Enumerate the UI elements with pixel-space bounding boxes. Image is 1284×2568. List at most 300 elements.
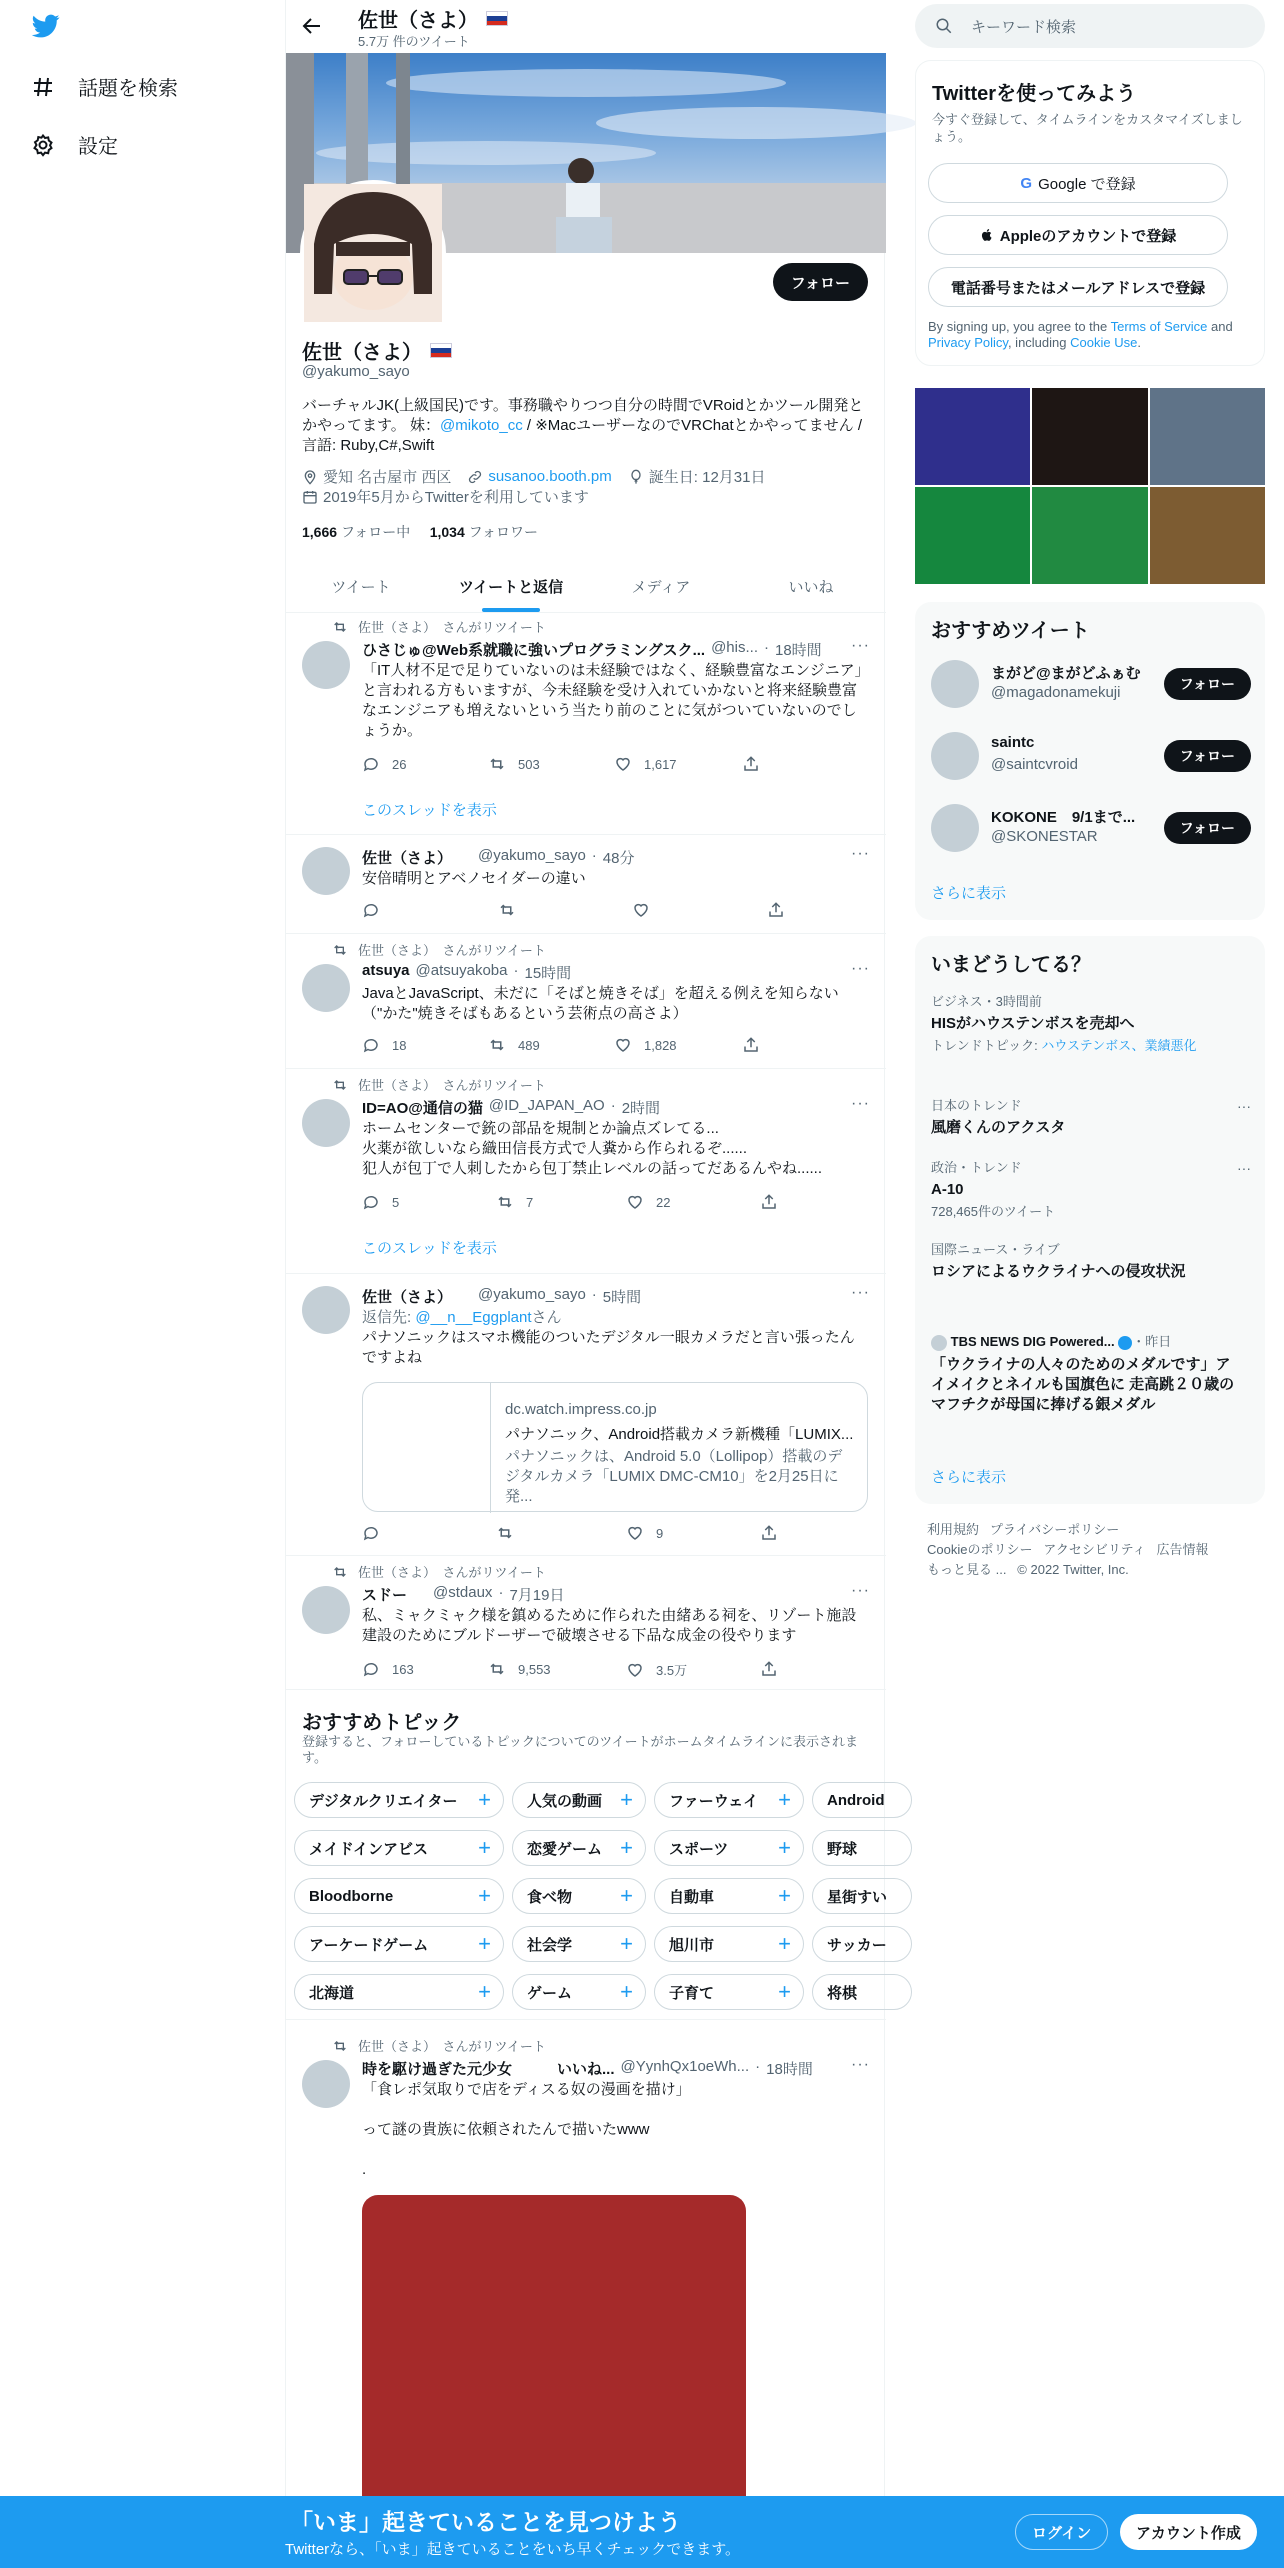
like-count: 22: [656, 1194, 671, 1210]
tweet-text-line: ホームセンターで銃の部品を規制とか論点ズレてる...: [362, 1120, 719, 1137]
footer-link[interactable]: Cookieのポリシー: [927, 1542, 1033, 1557]
topic-chip[interactable]: [654, 1878, 804, 1914]
author-name[interactable]: ID=AO@通信の猫: [362, 1100, 483, 1117]
like-button[interactable]: [614, 755, 677, 773]
nav-settings[interactable]: [30, 130, 118, 159]
topic-chip[interactable]: [512, 1830, 646, 1866]
nav-explore-label: 話題を検索: [78, 78, 178, 100]
plus-icon[interactable]: +: [778, 1787, 791, 1812]
tweet-text-line: .: [362, 2161, 367, 2178]
trends-panel: [915, 936, 1265, 1504]
avatar[interactable]: [302, 641, 350, 689]
retweet-indicator: [332, 1562, 546, 1581]
trend-source-time: ・昨日: [1132, 1334, 1172, 1349]
user-name: saintc: [991, 734, 1035, 751]
phone-email-signup-button[interactable]: 電話番号またはメールアドレスで登録: [928, 267, 1228, 307]
media-thumb[interactable]: [915, 388, 1030, 485]
share-button[interactable]: [742, 1036, 760, 1054]
recommended-topics: [286, 1690, 886, 2020]
share-button[interactable]: [760, 1524, 778, 1542]
trend-title: 「ウクライナの人々のためのメダルです」アイメイクとネイルも国旗色に 走高跳２０歳のマフチクが母国に捧げる銀メダル: [931, 1355, 1235, 1413]
website-link[interactable]: susanoo.booth.pm: [488, 468, 612, 485]
plus-icon[interactable]: +: [778, 1979, 791, 2004]
avatar[interactable]: [302, 2060, 350, 2108]
more-icon[interactable]: ···: [851, 845, 870, 862]
topic-label: アーケードゲーム: [309, 1936, 429, 1954]
following-label: フォロー中: [340, 524, 411, 540]
plus-icon[interactable]: +: [620, 1835, 633, 1860]
plus-icon[interactable]: +: [778, 1835, 791, 1860]
more-icon[interactable]: ···: [851, 1582, 870, 1599]
plus-icon[interactable]: +: [478, 1931, 491, 1956]
heart-icon: [626, 1193, 644, 1211]
reply-icon: [362, 1036, 380, 1054]
google-signup-button[interactable]: [928, 163, 1228, 203]
tweet-time[interactable]: 48分: [602, 850, 635, 867]
retweet-indicator: [332, 940, 546, 959]
google-signup-label: Google で登録: [1038, 175, 1136, 193]
topic-label: 社会学: [527, 1936, 573, 1954]
tweet-time[interactable]: 7月19日: [509, 1587, 565, 1604]
calendar-icon: [302, 489, 318, 505]
share-icon: [742, 1036, 760, 1054]
topic-chip[interactable]: [812, 1926, 912, 1962]
plus-icon[interactable]: +: [778, 1883, 791, 1908]
tweet-count: 5.7万 件のツイート: [358, 34, 470, 49]
more-icon[interactable]: ···: [1237, 1160, 1251, 1176]
privacy-policy-link[interactable]: Privacy Policy: [928, 335, 1008, 350]
topic-label: ゲーム: [527, 1984, 573, 2002]
author-handle: @YynhQx1oeWh...: [620, 2058, 750, 2075]
follow-button[interactable]: フォロー: [1164, 740, 1251, 772]
topic-label: 子育て: [669, 1984, 715, 2002]
plus-icon[interactable]: +: [620, 1931, 633, 1956]
bio-text: かやってます。 妹：: [302, 417, 440, 434]
reply-button[interactable]: [362, 755, 406, 773]
more-icon[interactable]: ···: [851, 1284, 870, 1301]
like-count: 3.5万: [656, 1663, 688, 1678]
following-count[interactable]: [302, 524, 410, 540]
topic-label: 星街すい: [827, 1888, 888, 1906]
retweet-button[interactable]: [488, 755, 540, 773]
tweet-text: 私、ミャクミャク様を鎮めるために作られた由緒ある祠を、リゾート施設建設のためにブルドーザーで破壊させる下品な成金の役やります: [362, 1607, 857, 1644]
topic-label: スポーツ: [669, 1840, 729, 1858]
tweet-time[interactable]: 18時間: [766, 2061, 813, 2078]
author-name[interactable]: 佐世（さよ）: [362, 850, 453, 867]
trend-category: 政治・トレンド: [931, 1160, 1022, 1175]
retweet-icon: [332, 1077, 348, 1093]
plus-icon[interactable]: +: [478, 1787, 491, 1812]
location: [302, 466, 451, 487]
reply-count: 5: [392, 1194, 400, 1210]
location-pin-icon: [302, 469, 318, 485]
retweet-icon: [332, 942, 348, 958]
topic-chip[interactable]: [294, 1974, 504, 2010]
topic-label: 北海道: [309, 1984, 355, 2002]
tweet-text: パナソニックはスマホ機能のついたデジタル一眼カメラだと言い張ったんですよね: [362, 1329, 855, 1366]
avatar[interactable]: [931, 804, 979, 852]
trend-item[interactable]: [931, 1242, 1241, 1282]
topic-label: 将棋: [827, 1984, 858, 2002]
trend-source: [931, 1334, 1241, 1351]
location-text: 愛知 名古屋市 西区: [323, 469, 452, 486]
tab-tweets[interactable]: ツイート: [331, 578, 391, 596]
link-card-description: パナソニックは、Android 5.0（Lollipop）搭載のデジタルカメラ「LUMIX DMC-CM10」を2月25日に発...: [505, 1448, 843, 1505]
reply-count: 163: [392, 1661, 414, 1677]
follow-button[interactable]: フォロー: [1164, 812, 1251, 844]
tweet-time[interactable]: 15時間: [524, 965, 572, 982]
share-icon: [760, 1660, 778, 1678]
topics-subtitle: 登録すると、フォローしているトピックについてのツイートがホームタイムラインに表示されます。: [302, 1734, 859, 1765]
heart-icon: [614, 1036, 632, 1054]
show-thread-link[interactable]: このスレッドを表示: [362, 1240, 497, 1257]
media-thumb[interactable]: [1150, 487, 1265, 584]
media-thumb[interactable]: [1032, 388, 1147, 485]
retweet-icon: [332, 2038, 348, 2054]
share-icon: [760, 1193, 778, 1211]
reply-icon: [362, 1193, 380, 1211]
signup-subtitle: 今すぐ登録して、タイムラインをカスタマイズしましょう。: [932, 112, 1243, 144]
retweet-text: 佐世（さよ） さんがリツイート: [358, 1565, 546, 1580]
heart-icon: [626, 1661, 644, 1679]
more-icon[interactable]: ···: [851, 1095, 870, 1112]
share-button[interactable]: [760, 1193, 778, 1211]
user-name: まがど@まがどふぁむ: [991, 665, 1141, 682]
twitter-logo-icon[interactable]: [30, 12, 66, 44]
author-name[interactable]: 佐世（さよ）: [362, 1289, 453, 1306]
tweet[interactable]: [286, 613, 886, 835]
apple-signup-button[interactable]: [928, 215, 1228, 255]
russia-flag-icon: [430, 343, 452, 358]
trend-item[interactable]: [931, 1334, 1241, 1415]
footer-link[interactable]: 利用規約: [927, 1522, 980, 1537]
topic-chip[interactable]: [812, 1782, 912, 1818]
topic-label: ファーウェイ: [669, 1792, 759, 1810]
retweet-count: 7: [526, 1194, 534, 1210]
reply-button[interactable]: [362, 1036, 406, 1054]
user-handle: @saintcvroid: [991, 756, 1078, 773]
trend-source-name: TBS NEWS DIG Powered...: [950, 1334, 1115, 1349]
share-icon: [767, 901, 785, 919]
plus-icon[interactable]: +: [478, 1835, 491, 1860]
reply-to-suffix: さん: [531, 1309, 562, 1326]
topic-chip[interactable]: [512, 1926, 646, 1962]
gear-icon: [30, 132, 56, 158]
reply-button[interactable]: [362, 1660, 414, 1678]
topic-chip[interactable]: [654, 1830, 804, 1866]
apple-icon: [980, 227, 994, 243]
retweet-button[interactable]: [496, 1524, 514, 1542]
reply-button[interactable]: [362, 1524, 380, 1542]
recommended-user[interactable]: [931, 800, 1251, 856]
profile-tabs: [286, 560, 886, 613]
cookie-use-link[interactable]: Cookie Use: [1070, 335, 1138, 350]
profile-bio: [302, 396, 872, 456]
tweet-text-line: 犯人が包丁で人刺したから包丁禁止レベルの話ってだあるんやね......: [362, 1160, 823, 1177]
topic-label: Bloodborne: [309, 1887, 394, 1905]
link-icon: [467, 469, 483, 485]
topic-label: 食べ物: [527, 1888, 573, 1906]
tweet-text: 安倍晴明とアベノセイダーの違い: [362, 870, 586, 887]
show-thread-link[interactable]: このスレッドを表示: [362, 802, 497, 819]
like-count: 9: [656, 1525, 664, 1541]
show-more-link[interactable]: さらに表示: [931, 885, 1007, 902]
author-handle: @his...: [711, 639, 758, 656]
share-button[interactable]: [767, 901, 785, 919]
website[interactable]: [467, 468, 611, 485]
avatar[interactable]: [302, 1586, 350, 1634]
user-handle: @SKONESTAR: [991, 828, 1098, 845]
hashtag-icon: [30, 74, 56, 100]
apple-signup-label: Appleのアカウントで登録: [999, 227, 1177, 245]
follow-counts: [302, 522, 538, 542]
tweet-header: ID=AO@通信の猫 @ID_JAPAN_AO · 2時間: [362, 1097, 661, 1117]
footer-link[interactable]: 広告情報: [1156, 1542, 1209, 1557]
search-placeholder: キーワード検索: [971, 18, 1077, 36]
plus-icon[interactable]: +: [778, 1931, 791, 1956]
link-card-domain: dc.watch.impress.co.jp: [505, 1401, 657, 1418]
profile-name: [302, 336, 452, 365]
retweet-button[interactable]: [488, 1036, 540, 1054]
google-icon: G: [1020, 174, 1033, 192]
avatar[interactable]: [931, 660, 979, 708]
login-button[interactable]: ログイン: [1015, 2514, 1108, 2550]
reply-button[interactable]: [362, 901, 380, 919]
like-button[interactable]: [626, 1524, 663, 1542]
media-thumb[interactable]: [1150, 388, 1265, 485]
followers-num: 1,034: [429, 524, 465, 540]
trend-item[interactable]: [931, 1160, 1251, 1220]
topic-chip[interactable]: [294, 1926, 504, 1962]
author-name[interactable]: スドー: [362, 1587, 408, 1604]
signup-terms: [928, 319, 1248, 351]
avatar[interactable]: [931, 732, 979, 780]
trend-category: 日本のトレンド: [931, 1098, 1022, 1113]
tweet[interactable]: [286, 1556, 886, 1690]
profile-avatar[interactable]: [300, 180, 446, 326]
topic-label: 自動車: [669, 1888, 715, 1906]
footer-link[interactable]: プライバシーポリシー: [989, 1522, 1120, 1537]
topic-label: メイドインアビス: [309, 1840, 428, 1858]
reply-count: 26: [392, 756, 407, 772]
topic-chip[interactable]: [812, 1830, 912, 1866]
terms-text: By signing up, you agree to the: [928, 319, 1111, 334]
topic-label: 野球: [827, 1840, 858, 1858]
topic-chip[interactable]: [294, 1830, 504, 1866]
tweet[interactable]: [286, 1274, 886, 1556]
profile-handle: @yakumo_sayo: [302, 363, 410, 380]
retweet-indicator: [332, 1075, 546, 1094]
media-thumb[interactable]: [1032, 487, 1147, 584]
author-handle: @atsuyakoba: [415, 962, 508, 979]
profile-name-text: 佐世（さよ）: [302, 342, 422, 364]
tweet[interactable]: [286, 1069, 886, 1274]
like-button[interactable]: [626, 1660, 687, 1679]
tweet-text: JavaとJavaScript、未だに「そばと焼きそば」を超える例えを知らない（"かた"焼きそばもあるという芸術点の高さよ）: [362, 985, 839, 1022]
tweet[interactable]: [286, 934, 886, 1069]
avatar[interactable]: [302, 1099, 350, 1147]
follow-button[interactable]: フォロー: [773, 263, 868, 301]
user-handle: @magadonamekuji: [991, 684, 1121, 701]
like-count: 1,617: [644, 756, 677, 772]
tweet-header: 佐世（さよ） @yakumo_sayo · 5時間: [362, 1286, 642, 1306]
topic-chip[interactable]: [294, 1878, 504, 1914]
bottom-signup-bar: [0, 2496, 1284, 2568]
trend-category: 国際ニュース・ライブ: [931, 1242, 1060, 1257]
topic-chip[interactable]: [512, 1878, 646, 1914]
profile-topbar: [286, 0, 886, 53]
plus-icon[interactable]: +: [620, 1979, 633, 2004]
bio-text: / ※MacユーザーなのでVRChatとかやってません /: [522, 417, 862, 434]
sister-link[interactable]: @mikoto_cc: [439, 417, 523, 434]
tweet-time[interactable]: 5時間: [602, 1289, 642, 1306]
retweet-text: 佐世（さよ） さんがリツイート: [358, 2039, 546, 2054]
reply-to-handle[interactable]: @__n__Eggplant: [415, 1309, 532, 1326]
reply-to-label: 返信先:: [362, 1309, 416, 1326]
topic-chip[interactable]: [654, 1974, 804, 2010]
followers-label: フォロワー: [468, 524, 538, 540]
plus-icon[interactable]: +: [620, 1787, 633, 1812]
terms-of-service-link[interactable]: Terms of Service: [1110, 319, 1208, 334]
trend-meta: [931, 1038, 1241, 1054]
back-arrow-icon[interactable]: [300, 14, 326, 40]
retweet-button[interactable]: [496, 1193, 533, 1211]
trend-meta-label: トレンドトピック:: [931, 1038, 1042, 1053]
footer-link[interactable]: もっと見る ...: [927, 1562, 1007, 1577]
trend-item[interactable]: [931, 994, 1241, 1054]
tweet-header: 佐世（さよ） @yakumo_sayo · 48分: [362, 847, 635, 867]
recommended-user[interactable]: [931, 728, 1251, 784]
signup-title: Twitterを使ってみよう: [932, 83, 1137, 105]
topic-chip[interactable]: [654, 1926, 804, 1962]
tweet-header: atsuya @atsuyakoba · 15時間: [362, 962, 572, 982]
tweet-text-line: 火薬が欲しいなら織田信長方式で人糞から作られるぞ......: [362, 1140, 748, 1157]
like-count: 1,828: [644, 1037, 677, 1053]
tweet-time[interactable]: 18時間: [774, 642, 822, 659]
plus-icon[interactable]: +: [478, 1979, 491, 2004]
followers-count[interactable]: [430, 524, 538, 540]
retweet-button[interactable]: [488, 1660, 551, 1678]
share-icon: [742, 755, 760, 773]
tweet-text: 「IT人材不足で足りていないのは未経験ではなく、経験豊富なエンジニア」と言われる方もいますが、今未経験を受け入れていかないと将来経験豊富なエンジニアも増えないという当たり前のことに気がついていないのでしょうか。: [362, 662, 863, 739]
tab-tweets-replies[interactable]: ツイートと返信: [436, 560, 586, 612]
avatar[interactable]: [302, 1286, 350, 1334]
topic-chip[interactable]: [512, 1782, 646, 1818]
reply-count: 18: [392, 1037, 407, 1053]
link-card-title: パナソニック、Android搭載カメラ新機種「LUMIX...: [505, 1426, 854, 1443]
trend-title: ロシアによるウクライナへの侵攻状況: [931, 1263, 1186, 1280]
avatar[interactable]: [302, 964, 350, 1012]
topic-label: デジタルクリエイター: [309, 1792, 458, 1810]
trend-item[interactable]: [931, 1098, 1251, 1138]
joined-text: 2019年5月からTwitterを利用しています: [323, 489, 589, 506]
like-button[interactable]: [626, 1193, 670, 1211]
link-card[interactable]: [362, 1382, 868, 1512]
more-icon[interactable]: ···: [851, 960, 870, 977]
share-button[interactable]: [760, 1660, 778, 1678]
author-handle: @ID_JAPAN_AO: [488, 1097, 605, 1114]
topic-chip[interactable]: [512, 1974, 646, 2010]
author-name[interactable]: atsuya: [362, 962, 410, 979]
main-column: [285, 0, 888, 2568]
trend-title: 風磨くんのアクスタ: [931, 1119, 1066, 1136]
link-card-image: [363, 1383, 491, 1513]
retweet-button[interactable]: [498, 901, 516, 919]
topbar-name: [358, 4, 508, 33]
author-handle: @yakumo_sayo: [478, 847, 586, 864]
tweet-text-line: 「食レポ気取りで店をディスる奴の漫画を描け」: [362, 2081, 691, 2098]
more-icon[interactable]: ···: [851, 2056, 870, 2073]
topic-chip[interactable]: [812, 1878, 912, 1914]
author-handle: @stdaux: [433, 1584, 493, 1601]
topic-label: 旭川市: [669, 1936, 715, 1954]
nav-explore[interactable]: [30, 72, 178, 101]
trend-title: A-10: [931, 1181, 964, 1198]
following-num: 1,666: [302, 524, 338, 540]
follow-button[interactable]: フォロー: [1164, 668, 1251, 700]
retweet-count: 9,553: [518, 1661, 551, 1677]
topic-label: 恋愛ゲーム: [527, 1840, 603, 1858]
footer-link[interactable]: アクセシビリティ: [1043, 1542, 1146, 1557]
search-input[interactable]: [915, 4, 1265, 48]
trend-topic-link[interactable]: ハウステンボス、業績悪化: [1041, 1038, 1197, 1053]
topic-chip[interactable]: [812, 1974, 912, 2010]
plus-icon[interactable]: +: [478, 1883, 491, 1908]
tweet-header: ひさじゅ@Web系就職に強いプログラミングスク... @his... · 18時間: [362, 639, 822, 659]
trend-meta: 728,465件のツイート: [931, 1204, 1056, 1219]
author-name[interactable]: 時を駆け過ぎた元少女 いいね...: [362, 2061, 615, 2078]
share-icon: [760, 1524, 778, 1542]
author-name[interactable]: ひさじゅ@Web系就職に強いプログラミングスク...: [362, 642, 706, 659]
tweet-header: 時を駆け過ぎた元少女 いいね... @YynhQx1oeWh... · 18時間: [362, 2058, 813, 2078]
topic-chip[interactable]: [654, 1782, 804, 1818]
verified-icon: [1118, 1336, 1132, 1350]
reply-button[interactable]: [362, 1193, 399, 1211]
like-button[interactable]: [632, 901, 650, 919]
more-icon[interactable]: ···: [1237, 1098, 1251, 1114]
heart-icon: [632, 901, 650, 919]
terms-text: and: [1207, 319, 1233, 334]
topic-label: Android: [827, 1791, 885, 1809]
show-more-link[interactable]: さらに表示: [931, 1469, 1007, 1486]
tweet-time[interactable]: 2時間: [621, 1100, 661, 1117]
retweet-icon: [496, 1524, 514, 1542]
signup-panel: [915, 60, 1265, 366]
tweet[interactable]: [286, 835, 886, 934]
share-button[interactable]: [742, 755, 760, 773]
retweet-text: 佐世（さよ） さんがリツイート: [358, 1078, 546, 1093]
more-icon[interactable]: ···: [851, 637, 870, 654]
tab-likes[interactable]: いいね: [788, 578, 834, 596]
retweet-text: 佐世（さよ） さんがリツイート: [358, 620, 546, 635]
reply-icon: [362, 755, 380, 773]
retweet-count: 489: [518, 1037, 540, 1053]
like-button[interactable]: [614, 1036, 677, 1054]
recommended-user[interactable]: [931, 656, 1251, 712]
tab-media[interactable]: メディア: [631, 578, 691, 596]
reply-context: [362, 1308, 867, 1328]
avatar[interactable]: [302, 847, 350, 895]
balloon-icon: [628, 469, 644, 485]
nav-settings-label: 設定: [78, 136, 118, 158]
plus-icon[interactable]: +: [620, 1883, 633, 1908]
media-thumb[interactable]: [915, 487, 1030, 584]
bio-line: 言語: Ruby,C#,Swift: [302, 437, 435, 454]
topic-chip[interactable]: [294, 1782, 504, 1818]
signup-button[interactable]: アカウント作成: [1120, 2514, 1257, 2550]
terms-text: .: [1137, 335, 1141, 350]
terms-text: , including: [1007, 335, 1071, 350]
